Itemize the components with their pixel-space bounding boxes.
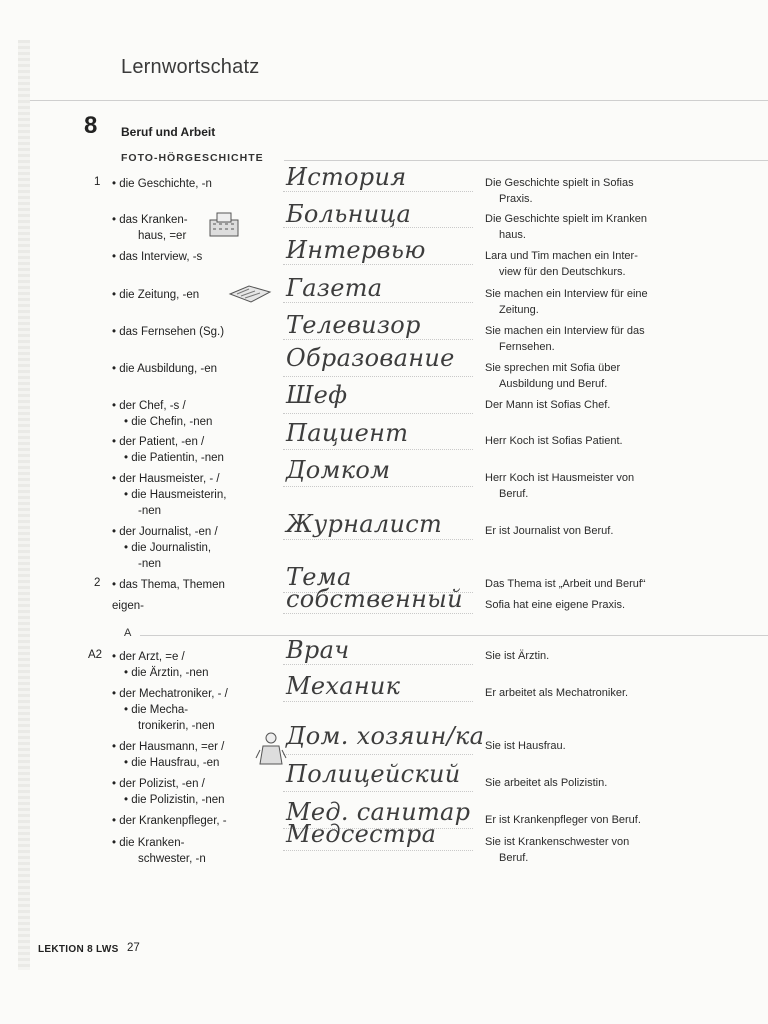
footer-lesson-label: LEKTION 8 LWS bbox=[38, 944, 119, 955]
sentence-line: Das Thema ist „Arbeit und Beruf“ bbox=[485, 578, 646, 590]
handwritten-translation: Дом. хозяин/ка bbox=[286, 722, 485, 750]
example-sentence bbox=[485, 324, 645, 355]
term-line: • der Polizist, -en / bbox=[112, 778, 205, 790]
term-line: -nen bbox=[138, 505, 162, 517]
term-line: • der Krankenpfleger, - bbox=[112, 815, 227, 827]
term-line: • der Patient, -en / bbox=[112, 436, 205, 448]
handwritten-translation: Домком bbox=[286, 456, 391, 484]
sentence-line: Sofia hat eine eigene Praxis. bbox=[485, 599, 626, 611]
term-line: • der Arzt, =e / bbox=[112, 651, 185, 663]
sentence-line: Zeitung. bbox=[499, 303, 539, 316]
term-line: • die Patientin, -nen bbox=[124, 452, 224, 464]
sentence-line: Sie ist Krankenschwester von bbox=[485, 836, 630, 848]
term-line: • der Mechatroniker, - / bbox=[112, 688, 228, 700]
term-line: • die Polizistin, -nen bbox=[124, 794, 225, 806]
example-sentence bbox=[485, 776, 607, 792]
term-line: • die Mecha- bbox=[124, 704, 189, 716]
term-line: • die Ausbildung, -en bbox=[112, 363, 218, 375]
vocabulary-term bbox=[112, 835, 206, 867]
example-sentence bbox=[485, 212, 647, 243]
vocabulary-term bbox=[112, 776, 225, 808]
writing-line bbox=[283, 302, 473, 303]
vocabulary-term bbox=[112, 524, 218, 572]
sentence-line: Beruf. bbox=[499, 487, 529, 500]
header-divider bbox=[30, 100, 768, 101]
sentence-line: Die Geschichte spielt in Sofias bbox=[485, 177, 634, 189]
sentence-line: Praxis. bbox=[499, 192, 533, 205]
term-line: • die Geschichte, -n bbox=[112, 178, 212, 190]
vocabulary-term bbox=[112, 176, 212, 192]
vocabulary-term bbox=[112, 686, 228, 734]
writing-line bbox=[283, 754, 473, 755]
example-sentence bbox=[485, 398, 610, 414]
sentence-line: Herr Koch ist Hausmeister von bbox=[485, 472, 635, 484]
entry-number: 1 bbox=[94, 176, 101, 188]
term-line: • der Journalist, -en / bbox=[112, 526, 218, 538]
example-sentence bbox=[485, 524, 613, 540]
sentence-line: Sie machen ein Interview für eine bbox=[485, 288, 648, 300]
term-line: haus, =er bbox=[138, 230, 187, 242]
handwritten-translation: Мед. санитар bbox=[286, 798, 471, 826]
example-sentence bbox=[485, 739, 566, 755]
vocabulary-term bbox=[112, 287, 199, 303]
term-line: • die Zeitung, -en bbox=[112, 289, 200, 301]
writing-line bbox=[283, 539, 473, 540]
sentence-line: haus. bbox=[499, 228, 526, 241]
writing-line bbox=[283, 449, 473, 450]
sentence-line: Ausbildung und Beruf. bbox=[499, 377, 608, 390]
sentence-line: Er arbeitet als Mechatroniker. bbox=[485, 687, 629, 699]
example-sentence bbox=[485, 649, 549, 665]
sentence-line: Lara und Tim machen ein Inter- bbox=[485, 250, 638, 262]
vocabulary-term bbox=[112, 324, 224, 340]
subheading-foto-hoergeschichte: FOTO-HÖRGESCHICHTE bbox=[121, 152, 264, 164]
subheading-a: A bbox=[124, 627, 132, 639]
term-line: • das Fernsehen (Sg.) bbox=[112, 326, 225, 338]
sentence-line: Fernsehen. bbox=[499, 340, 555, 353]
term-line: • der Chef, -s / bbox=[112, 400, 186, 412]
example-sentence bbox=[485, 176, 634, 207]
writing-line bbox=[283, 486, 473, 487]
handwritten-translation: История bbox=[286, 163, 407, 191]
writing-line bbox=[283, 227, 473, 228]
sentence-line: Beruf. bbox=[499, 851, 529, 864]
writing-line bbox=[283, 850, 473, 851]
writing-line bbox=[283, 376, 473, 377]
handwritten-translation: Больница bbox=[286, 200, 412, 228]
sentence-line: Sie ist Ärztin. bbox=[485, 650, 550, 662]
example-sentence bbox=[485, 471, 634, 502]
handwritten-translation: Газета bbox=[286, 274, 383, 302]
binding-edge bbox=[18, 40, 30, 970]
term-line: • die Hausfrau, -en bbox=[124, 757, 220, 769]
vocabulary-term bbox=[112, 598, 144, 614]
sentence-line: Sie sprechen mit Sofia über bbox=[485, 362, 621, 374]
example-sentence bbox=[485, 598, 625, 614]
handwritten-translation: Пациент bbox=[286, 419, 409, 447]
entry-number: 2 bbox=[94, 577, 101, 589]
writing-line bbox=[283, 264, 473, 265]
term-line: • die Journalistin, bbox=[124, 542, 212, 554]
example-sentence bbox=[485, 287, 648, 318]
writing-line bbox=[283, 664, 473, 665]
writing-line bbox=[283, 339, 473, 340]
handwritten-translation: Тема bbox=[286, 563, 352, 591]
handwritten-translation: Шеф bbox=[286, 381, 348, 409]
sentence-line: Sie machen ein Interview für das bbox=[485, 325, 645, 337]
term-line: tronikerin, -nen bbox=[138, 720, 215, 732]
writing-line bbox=[283, 791, 473, 792]
handwritten-translation: Механик bbox=[286, 672, 401, 700]
vocabulary-term bbox=[112, 249, 202, 265]
example-sentence bbox=[485, 813, 641, 829]
handwritten-translation: Интервью bbox=[286, 236, 426, 264]
sentence-line: Der Mann ist Sofias Chef. bbox=[485, 399, 611, 411]
writing-line bbox=[283, 191, 473, 192]
section-title: Beruf und Arbeit bbox=[121, 125, 216, 139]
term-line: -nen bbox=[138, 558, 162, 570]
handwritten-translation: Журналист bbox=[286, 510, 443, 538]
handwritten-translation: Врач bbox=[286, 636, 350, 664]
term-line: • die Kranken- bbox=[112, 837, 185, 849]
example-sentence bbox=[485, 686, 628, 702]
handwritten-translation: Образование bbox=[286, 344, 455, 372]
term-line: • die Hausmeisterin, bbox=[124, 489, 227, 501]
sentence-line: Er ist Journalist von Beruf. bbox=[485, 525, 614, 537]
sentence-line: view für den Deutschkurs. bbox=[499, 265, 626, 278]
term-line: schwester, -n bbox=[138, 853, 206, 865]
vocabulary-term bbox=[112, 398, 212, 430]
sentence-line: Herr Koch ist Sofias Patient. bbox=[485, 435, 623, 447]
term-line: • der Hausmeister, - / bbox=[112, 473, 220, 485]
subheading-a-rule bbox=[140, 635, 768, 636]
vocabulary-term bbox=[112, 361, 217, 377]
term-line: • das Thema, Themen bbox=[112, 579, 225, 591]
writing-line bbox=[283, 613, 473, 614]
vocabulary-term bbox=[112, 212, 188, 244]
example-sentence bbox=[485, 361, 620, 392]
term-line: • die Chefin, -nen bbox=[124, 416, 213, 428]
entry-number: A2 bbox=[88, 649, 103, 661]
example-sentence bbox=[485, 835, 629, 866]
newspaper-icon bbox=[227, 282, 273, 306]
example-sentence bbox=[485, 249, 638, 280]
handwritten-translation: Медсестра bbox=[286, 820, 437, 848]
example-sentence bbox=[485, 434, 623, 450]
handwritten-translation: Телевизор bbox=[286, 311, 421, 339]
hospital-icon bbox=[207, 210, 243, 240]
page-number: 27 bbox=[127, 942, 140, 954]
vocabulary-term bbox=[112, 577, 225, 593]
term-line: • die Ärztin, -nen bbox=[124, 667, 209, 679]
sentence-line: Die Geschichte spielt im Kranken bbox=[485, 213, 648, 225]
subheading-rule bbox=[284, 160, 768, 161]
vocabulary-term bbox=[112, 649, 209, 681]
example-sentence bbox=[485, 577, 646, 593]
lesson-number: 8 bbox=[84, 112, 98, 139]
handwritten-translation: собственный bbox=[286, 585, 463, 613]
writing-line bbox=[283, 701, 473, 702]
writing-line bbox=[283, 413, 473, 414]
term-line: eigen- bbox=[112, 600, 144, 612]
term-line: • das Kranken- bbox=[112, 214, 188, 226]
term-line: • der Hausmann, =er / bbox=[112, 741, 225, 753]
term-line: • das Interview, -s bbox=[112, 251, 203, 263]
handwritten-translation: Полицейский bbox=[286, 760, 461, 788]
vocabulary-term bbox=[112, 471, 226, 519]
sentence-line: Er ist Krankenpfleger von Beruf. bbox=[485, 814, 641, 826]
page-title: Lernwortschatz bbox=[121, 56, 260, 78]
household-figure-icon bbox=[254, 730, 288, 770]
sentence-line: Sie ist Hausfrau. bbox=[485, 740, 566, 752]
vocabulary-term bbox=[112, 739, 224, 771]
vocabulary-term bbox=[112, 434, 224, 466]
vocabulary-term bbox=[112, 813, 227, 829]
sentence-line: Sie arbeitet als Polizistin. bbox=[485, 777, 608, 789]
